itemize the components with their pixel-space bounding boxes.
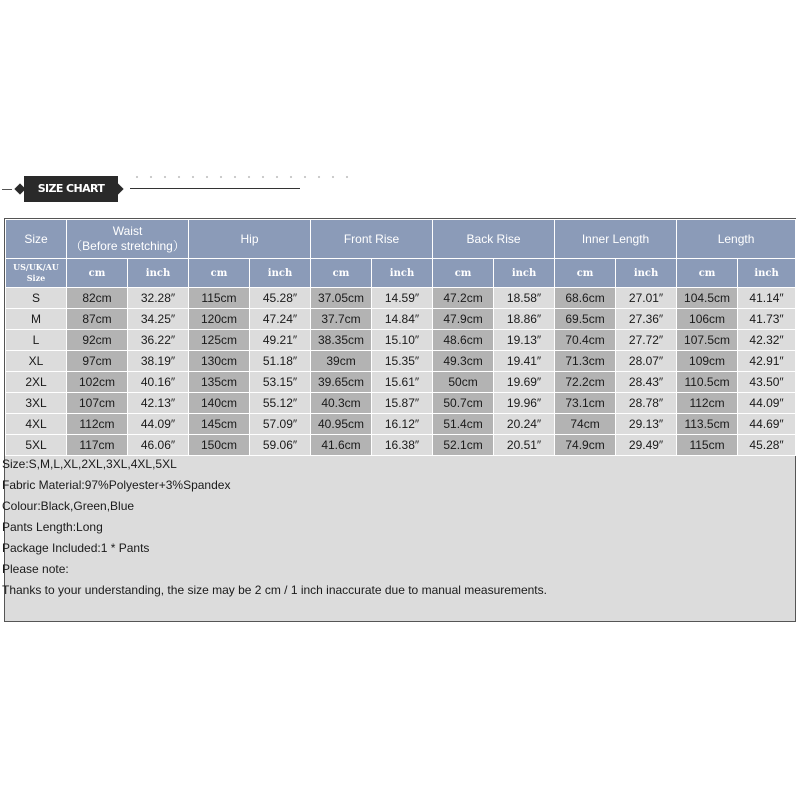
inch-value-cell: 40.16″	[128, 372, 189, 393]
table-row	[6, 393, 796, 414]
cm-value-cell: 40.95cm	[311, 414, 372, 435]
banner-rule	[130, 188, 300, 189]
cm-value-cell: 113.5cm	[677, 414, 738, 435]
unit-inch-header: inch	[738, 259, 796, 288]
inch-value-cell: 19.69″	[494, 372, 555, 393]
size-system-header	[6, 259, 67, 288]
cm-value-cell: 109cm	[677, 351, 738, 372]
size-cell: L	[6, 330, 67, 351]
inch-value-cell: 15.61″	[372, 372, 433, 393]
inch-value-cell: 36.22″	[128, 330, 189, 351]
cm-value-cell: 69.5cm	[555, 309, 616, 330]
inch-value-cell: 57.09″	[250, 414, 311, 435]
inch-value-cell: 18.58″	[494, 288, 555, 309]
table-row	[6, 309, 796, 330]
cm-value-cell: 135cm	[189, 372, 250, 393]
inch-value-cell: 19.96″	[494, 393, 555, 414]
group-header-length: Length	[677, 220, 796, 259]
group-name: Waist	[112, 224, 143, 238]
note-line: Thanks to your understanding, the size may be 2 cm / 1 inch inaccurate due to manual measurements.	[2, 583, 547, 597]
size-column-header: Size	[6, 220, 67, 259]
size-cell: M	[6, 309, 67, 330]
cm-value-cell: 130cm	[189, 351, 250, 372]
inch-value-cell: 43.50″	[738, 372, 796, 393]
cm-value-cell: 47.2cm	[433, 288, 494, 309]
inch-value-cell: 44.09″	[128, 414, 189, 435]
table-row	[6, 414, 796, 435]
cm-value-cell: 106cm	[677, 309, 738, 330]
cm-value-cell: 50cm	[433, 372, 494, 393]
cm-value-cell: 52.1cm	[433, 435, 494, 456]
inch-value-cell: 27.01″	[616, 288, 677, 309]
cm-value-cell: 38.35cm	[311, 330, 372, 351]
note-line: Size:S,M,L,XL,2XL,3XL,4XL,5XL	[2, 457, 177, 471]
cm-value-cell: 47.9cm	[433, 309, 494, 330]
cm-value-cell: 97cm	[67, 351, 128, 372]
size-system-label: US/UK/AU	[13, 262, 59, 272]
cm-value-cell: 120cm	[189, 309, 250, 330]
inch-value-cell: 59.06″	[250, 435, 311, 456]
cm-value-cell: 92cm	[67, 330, 128, 351]
cm-value-cell: 102cm	[67, 372, 128, 393]
cm-value-cell: 39cm	[311, 351, 372, 372]
unit-inch-header: inch	[616, 259, 677, 288]
inch-value-cell: 53.15″	[250, 372, 311, 393]
group-header-waist	[67, 220, 189, 259]
cm-value-cell: 74cm	[555, 414, 616, 435]
cm-value-cell: 70.4cm	[555, 330, 616, 351]
unit-cm-header: cm	[555, 259, 616, 288]
inch-value-cell: 34.25″	[128, 309, 189, 330]
cm-value-cell: 110.5cm	[677, 372, 738, 393]
unit-inch-header: inch	[128, 259, 189, 288]
group-header-row	[6, 220, 796, 259]
inch-value-cell: 44.09″	[738, 393, 796, 414]
note-line: Package Included:1 * Pants	[2, 541, 150, 555]
cm-value-cell: 140cm	[189, 393, 250, 414]
inch-value-cell: 19.13″	[494, 330, 555, 351]
cm-value-cell: 87cm	[67, 309, 128, 330]
cm-value-cell: 117cm	[67, 435, 128, 456]
unit-cm-header: cm	[67, 259, 128, 288]
cm-value-cell: 112cm	[677, 393, 738, 414]
inch-value-cell: 20.24″	[494, 414, 555, 435]
unit-inch-header: inch	[372, 259, 433, 288]
cm-value-cell: 115cm	[189, 288, 250, 309]
cm-value-cell: 125cm	[189, 330, 250, 351]
group-header-inner-length: Inner Length	[555, 220, 677, 259]
group-header-back-rise: Back Rise	[433, 220, 555, 259]
inch-value-cell: 41.73″	[738, 309, 796, 330]
table-row	[6, 288, 796, 309]
size-cell: 4XL	[6, 414, 67, 435]
inch-value-cell: 38.19″	[128, 351, 189, 372]
inch-value-cell: 42.13″	[128, 393, 189, 414]
inch-value-cell: 28.78″	[616, 393, 677, 414]
cm-value-cell: 49.3cm	[433, 351, 494, 372]
inch-value-cell: 27.72″	[616, 330, 677, 351]
cm-value-cell: 82cm	[67, 288, 128, 309]
inch-value-cell: 20.51″	[494, 435, 555, 456]
inch-value-cell: 16.12″	[372, 414, 433, 435]
table-row	[6, 330, 796, 351]
inch-value-cell: 28.43″	[616, 372, 677, 393]
unit-cm-header: cm	[311, 259, 372, 288]
cm-value-cell: 50.7cm	[433, 393, 494, 414]
banner-dotted-line	[130, 175, 350, 179]
cm-value-cell: 41.6cm	[311, 435, 372, 456]
cm-value-cell: 107.5cm	[677, 330, 738, 351]
size-chart-table	[5, 219, 796, 456]
size-cell: S	[6, 288, 67, 309]
cm-value-cell: 71.3cm	[555, 351, 616, 372]
unit-inch-header: inch	[494, 259, 555, 288]
cm-value-cell: 73.1cm	[555, 393, 616, 414]
cm-value-cell: 150cm	[189, 435, 250, 456]
unit-cm-header: cm	[189, 259, 250, 288]
cm-value-cell: 107cm	[67, 393, 128, 414]
size-chart-banner	[0, 172, 800, 208]
cm-value-cell: 51.4cm	[433, 414, 494, 435]
cm-value-cell: 145cm	[189, 414, 250, 435]
inch-value-cell: 28.07″	[616, 351, 677, 372]
inch-value-cell: 14.84″	[372, 309, 433, 330]
inch-value-cell: 32.28″	[128, 288, 189, 309]
size-system-sublabel: Size	[26, 273, 46, 283]
group-header-hip: Hip	[189, 220, 311, 259]
cm-value-cell: 72.2cm	[555, 372, 616, 393]
unit-inch-header: inch	[250, 259, 311, 288]
size-cell: XL	[6, 351, 67, 372]
note-line: Please note:	[2, 562, 69, 576]
cm-value-cell: 68.6cm	[555, 288, 616, 309]
product-notes	[2, 454, 547, 601]
inch-value-cell: 15.10″	[372, 330, 433, 351]
inch-value-cell: 15.35″	[372, 351, 433, 372]
inch-value-cell: 44.69″	[738, 414, 796, 435]
cm-value-cell: 39.65cm	[311, 372, 372, 393]
inch-value-cell: 18.86″	[494, 309, 555, 330]
inch-value-cell: 51.18″	[250, 351, 311, 372]
note-line: Pants Length:Long	[2, 520, 103, 534]
group-header-front-rise: Front Rise	[311, 220, 433, 259]
cm-value-cell: 48.6cm	[433, 330, 494, 351]
group-subtitle: （Before stretching）	[70, 239, 185, 253]
inch-value-cell: 45.28″	[250, 288, 311, 309]
cm-value-cell: 37.7cm	[311, 309, 372, 330]
banner-title: SIZE CHART	[24, 176, 118, 202]
table-row	[6, 435, 796, 456]
inch-value-cell: 29.13″	[616, 414, 677, 435]
inch-value-cell: 49.21″	[250, 330, 311, 351]
cm-value-cell: 40.3cm	[311, 393, 372, 414]
inch-value-cell: 16.38″	[372, 435, 433, 456]
cm-value-cell: 104.5cm	[677, 288, 738, 309]
inch-value-cell: 42.91″	[738, 351, 796, 372]
inch-value-cell: 41.14″	[738, 288, 796, 309]
banner-dash	[2, 189, 12, 190]
table-row	[6, 351, 796, 372]
inch-value-cell: 27.36″	[616, 309, 677, 330]
inch-value-cell: 46.06″	[128, 435, 189, 456]
cm-value-cell: 115cm	[677, 435, 738, 456]
cm-value-cell: 37.05cm	[311, 288, 372, 309]
size-cell: 2XL	[6, 372, 67, 393]
note-line: Fabric Material:97%Polyester+3%Spandex	[2, 478, 231, 492]
note-line: Colour:Black,Green,Blue	[2, 499, 135, 513]
unit-cm-header: cm	[433, 259, 494, 288]
inch-value-cell: 29.49″	[616, 435, 677, 456]
cm-value-cell: 74.9cm	[555, 435, 616, 456]
inch-value-cell: 15.87″	[372, 393, 433, 414]
unit-cm-header: cm	[677, 259, 738, 288]
inch-value-cell: 47.24″	[250, 309, 311, 330]
size-cell: 5XL	[6, 435, 67, 456]
size-cell: 3XL	[6, 393, 67, 414]
inch-value-cell: 55.12″	[250, 393, 311, 414]
cm-value-cell: 112cm	[67, 414, 128, 435]
inch-value-cell: 19.41″	[494, 351, 555, 372]
inch-value-cell: 45.28″	[738, 435, 796, 456]
table-row	[6, 372, 796, 393]
unit-header-row	[6, 259, 796, 288]
inch-value-cell: 42.32″	[738, 330, 796, 351]
inch-value-cell: 14.59″	[372, 288, 433, 309]
